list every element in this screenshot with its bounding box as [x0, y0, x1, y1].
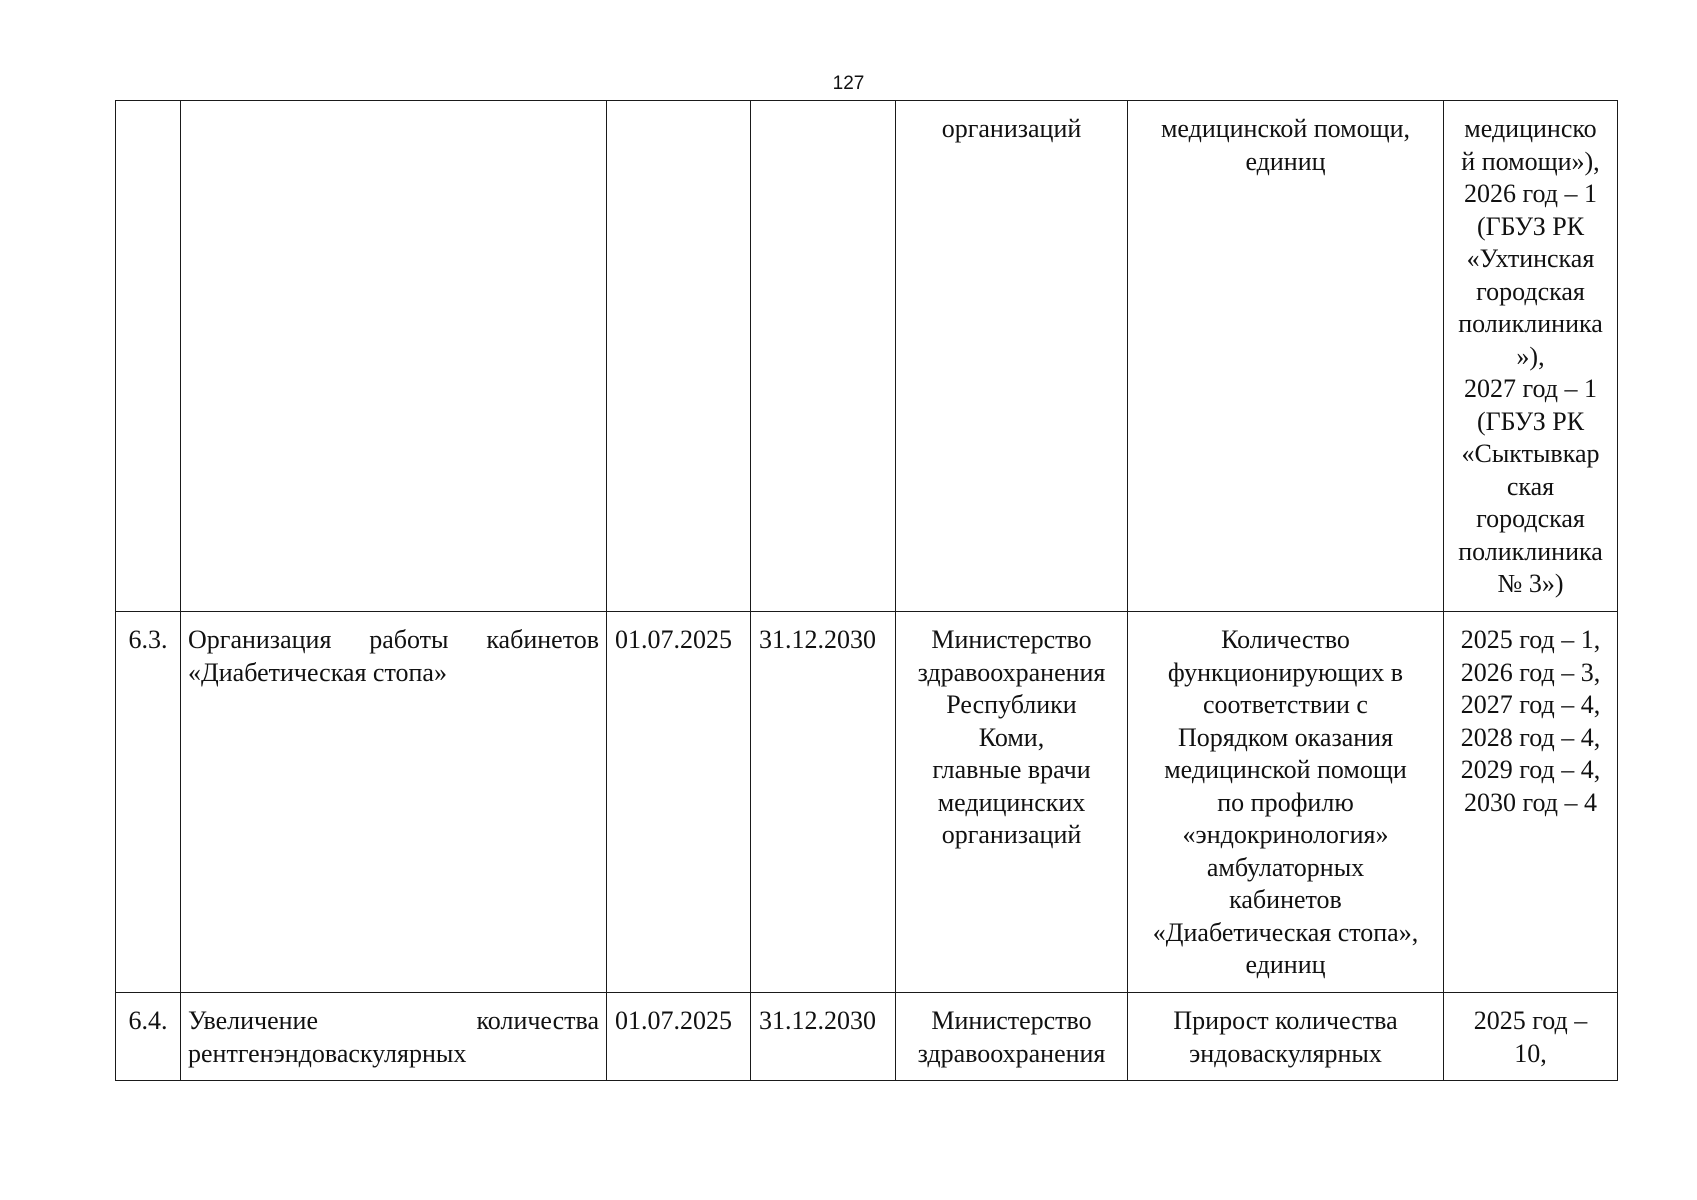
indicator-line: по профилю: [1217, 787, 1354, 817]
responsible-line: здравоохранения: [917, 657, 1106, 687]
responsible-line: Министерство: [931, 625, 1092, 654]
values-line: городская: [1476, 504, 1585, 533]
values-line: »),: [1516, 341, 1545, 371]
indicator-line: Прирост количества: [1173, 1006, 1398, 1035]
values-line: «Сыктывкар: [1461, 439, 1600, 468]
values-line: № 3»): [1497, 569, 1564, 598]
indicator-line: единиц: [1245, 146, 1326, 176]
values-cell: [1444, 993, 1618, 1081]
responsible-line: организаций: [941, 820, 1082, 849]
measure-name-line: Организация работы кабинетов: [188, 625, 599, 654]
start-date-cell: [607, 101, 751, 612]
values-line: 2030 год – 4: [1464, 787, 1597, 817]
measure-name-line: Увеличение количества: [188, 1006, 599, 1035]
indicator-line: «эндокринология»: [1182, 820, 1389, 849]
indicator-line: кабинетов: [1229, 885, 1342, 914]
end-date-cell: 31.12.2030: [751, 993, 896, 1081]
values-line: (ГБУЗ РК: [1476, 211, 1585, 241]
responsible-line: Министерство: [931, 1006, 1092, 1035]
table-row: [116, 612, 1618, 993]
row-number-cell: 6.3.: [116, 612, 181, 993]
indicator-line: функционирующих в: [1167, 657, 1404, 687]
indicator-line: соответствии с: [1203, 690, 1368, 719]
values-cell: [1444, 101, 1618, 612]
indicator-line: медицинской помощи: [1164, 755, 1407, 784]
end-date-cell: [751, 101, 896, 612]
values-line: 2027 год – 4,: [1460, 690, 1601, 719]
responsible-line: Республики: [946, 690, 1077, 719]
measure-name-cell: [181, 993, 607, 1081]
responsible-cell: [896, 101, 1128, 612]
indicator-line: Порядком оказания: [1177, 722, 1394, 752]
responsible-cell: [896, 993, 1128, 1081]
values-line: 2025 год – 1,: [1460, 625, 1601, 654]
responsible-line: Коми,: [978, 722, 1045, 752]
indicator-line: единиц: [1245, 950, 1326, 979]
measure-name-line: рентгенэндоваскулярных: [188, 1038, 467, 1068]
values-line: й помощи»),: [1461, 146, 1600, 176]
values-line: (ГБУЗ РК: [1476, 406, 1585, 436]
indicator-line: Количество: [1221, 625, 1350, 654]
values-line: «Ухтинская: [1466, 244, 1595, 273]
row-number-cell: 6.4.: [116, 993, 181, 1081]
indicator-cell: [1128, 993, 1444, 1081]
values-line: 2029 год – 4,: [1460, 755, 1601, 784]
values-cell: [1444, 612, 1618, 993]
measures-table: [115, 100, 1618, 1081]
responsible-line: медицинских: [937, 787, 1086, 817]
responsible-line: организаций: [941, 114, 1082, 143]
indicator-line: амбулаторных: [1206, 852, 1365, 882]
indicator-line: эндоваскулярных: [1189, 1038, 1382, 1068]
values-line: 2027 год – 1: [1464, 374, 1597, 403]
values-line: поликлиника: [1458, 309, 1603, 338]
values-line: медицинско: [1464, 114, 1597, 143]
end-date-cell: 31.12.2030: [751, 612, 896, 993]
indicator-line: «Диабетическая стопа»,: [1152, 917, 1419, 947]
measure-name-line: «Диабетическая стопа»: [188, 657, 447, 687]
page-number: 127: [832, 73, 865, 94]
values-line: 2026 год – 3,: [1460, 657, 1601, 687]
responsible-cell: [896, 612, 1128, 993]
indicator-cell: [1128, 101, 1444, 612]
measure-name-cell: [181, 101, 607, 612]
values-line: 2025 год –: [1473, 1006, 1588, 1035]
values-line: поликлиника: [1458, 536, 1603, 566]
indicator-line: медицинской помощи,: [1160, 114, 1411, 143]
measure-name-cell: [181, 612, 607, 993]
table-row: [116, 993, 1618, 1081]
start-date-cell: 01.07.2025: [607, 612, 751, 993]
values-line: городская: [1476, 276, 1585, 306]
values-line: 2026 год – 1: [1464, 179, 1597, 208]
table-row: [116, 101, 1618, 612]
row-number-cell: [116, 101, 181, 612]
values-line: 10,: [1514, 1038, 1547, 1068]
values-line: 2028 год – 4,: [1460, 722, 1601, 752]
responsible-line: здравоохранения: [917, 1038, 1106, 1068]
values-line: ская: [1506, 471, 1555, 501]
indicator-cell: [1128, 612, 1444, 993]
start-date-cell: 01.07.2025: [607, 993, 751, 1081]
responsible-line: главные врачи: [932, 755, 1091, 784]
